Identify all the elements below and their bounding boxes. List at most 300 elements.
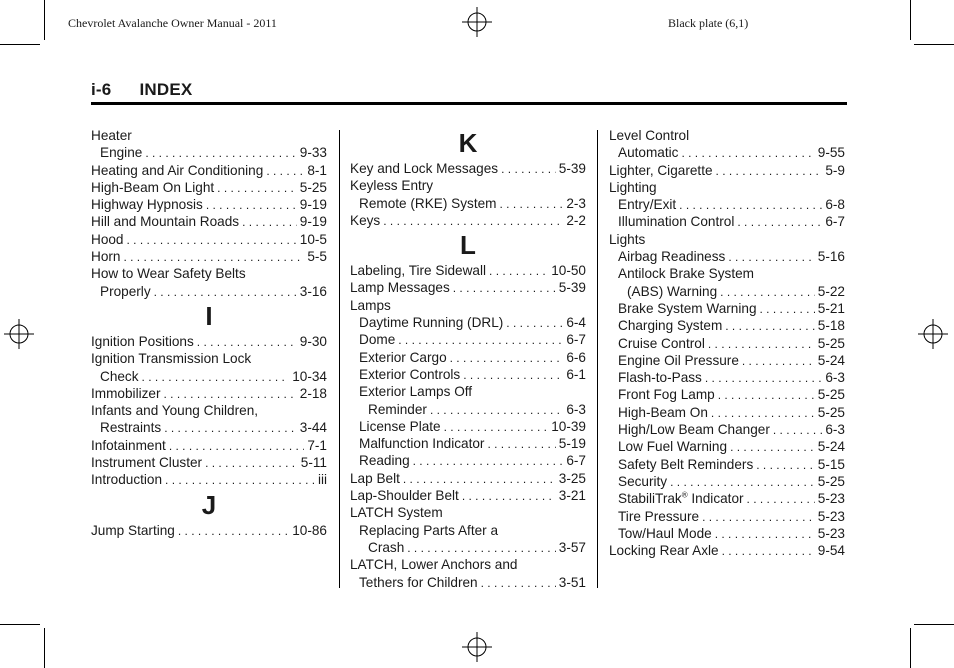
dot-leader	[773, 422, 822, 438]
index-term	[91, 522, 175, 539]
index-term-text: Keyless Entry	[350, 178, 434, 194]
dot-leader	[266, 163, 304, 179]
index-letter-heading: K	[458, 128, 478, 158]
plate-label: Black plate (6,1)	[668, 16, 749, 30]
index-term-text: Reminder	[368, 401, 427, 417]
index-column-1	[91, 127, 327, 539]
page-reference: 8-1	[307, 162, 327, 178]
index-term-text: Heating and Air Conditioning	[91, 162, 264, 178]
page-reference: 7-1	[307, 437, 327, 453]
index-term-text: Key and Lock Messages	[350, 161, 499, 176]
index-term	[91, 162, 263, 179]
index-entry	[350, 487, 586, 504]
index-term	[618, 352, 739, 369]
index-term-text: How to Wear Safety Belts	[91, 266, 246, 282]
page-reference: 9-54	[817, 543, 845, 559]
dot-leader	[718, 387, 815, 403]
dot-leader	[681, 145, 814, 161]
index-term-text: Lap Belt	[350, 470, 400, 486]
index-term	[618, 144, 678, 161]
index-term-text: Lights	[609, 231, 646, 247]
index-term-text: Keys	[350, 212, 381, 228]
index-term	[350, 504, 443, 521]
registration-mark	[462, 7, 492, 37]
dot-leader	[716, 163, 823, 179]
index-term	[359, 435, 484, 452]
index-column-3	[609, 127, 845, 559]
index-subentry	[609, 248, 845, 265]
index-term	[91, 248, 120, 265]
page-reference: 6-8	[825, 197, 845, 213]
index-term	[91, 231, 124, 248]
column-divider	[339, 130, 340, 588]
index-term-text: Flash-to-Pass	[618, 370, 702, 386]
dot-leader	[123, 249, 304, 265]
index-subentry	[609, 508, 845, 525]
dot-leader	[702, 509, 815, 525]
index-term-text: Replacing Parts After a	[359, 522, 499, 538]
section-title-row	[91, 80, 847, 100]
page-reference: 5-39	[558, 161, 586, 176]
index-term	[350, 212, 380, 229]
dot-leader	[728, 249, 814, 265]
dot-leader	[164, 386, 297, 402]
dot-leader	[725, 318, 815, 334]
dot-leader	[453, 280, 556, 296]
section-rule	[91, 102, 847, 105]
index-term-text: Exterior Lamps Off	[359, 384, 473, 400]
index-subentry	[609, 369, 845, 386]
registration-mark	[918, 319, 948, 349]
index-subentry	[350, 195, 586, 212]
dot-leader	[142, 369, 290, 385]
index-term	[91, 471, 162, 488]
index-subentry	[609, 386, 845, 403]
index-term-text: Antilock Brake System	[618, 266, 754, 282]
index-entry	[91, 350, 327, 367]
index-subentry	[609, 335, 845, 352]
index-entry	[91, 179, 327, 196]
dot-leader	[127, 232, 297, 248]
dot-leader	[398, 332, 563, 348]
index-term-text: High-Beam On Light	[91, 179, 215, 195]
index-entry	[91, 231, 327, 248]
dot-leader	[463, 367, 563, 383]
index-entry	[91, 162, 327, 179]
page-reference: 6-4	[566, 315, 586, 331]
index-subentry	[609, 196, 845, 213]
index-entry	[91, 471, 327, 488]
index-subentry	[609, 421, 845, 438]
dot-leader	[705, 370, 822, 386]
page-reference: 6-7	[566, 332, 586, 348]
crop-mark	[910, 0, 911, 40]
index-subentry	[350, 401, 586, 418]
registration-mark	[462, 632, 492, 662]
index-term	[618, 300, 757, 317]
registered-mark: ®	[681, 490, 688, 500]
page-reference: 5-22	[817, 283, 845, 299]
index-term	[359, 452, 410, 469]
index-term-text: Airbag Readiness	[618, 249, 726, 265]
index-entry	[91, 127, 327, 144]
index-term-text: Lighter, Cigarette	[609, 162, 713, 178]
dot-leader	[430, 402, 563, 418]
index-subentry	[350, 452, 586, 469]
index-term	[609, 179, 657, 196]
page-reference: 5-5	[307, 249, 327, 265]
index-term-text: StabiliTrak	[618, 491, 682, 507]
index-term	[91, 179, 214, 196]
page-reference: 3-16	[299, 283, 327, 299]
page-reference: 9-19	[299, 197, 327, 213]
index-subentry	[609, 265, 845, 282]
index-term-text: Restraints	[100, 420, 162, 436]
index-term-text: Check	[100, 368, 139, 384]
index-term	[618, 196, 676, 213]
dot-leader	[383, 213, 563, 229]
index-term-text: Malfunction Indicator	[359, 436, 485, 452]
index-term-text: Horn	[91, 249, 121, 265]
index-term-text: Immobilizer	[91, 385, 161, 401]
index-entry	[91, 454, 327, 471]
index-entry	[350, 297, 586, 314]
dot-leader	[737, 214, 822, 230]
index-term-text: Hood	[91, 231, 124, 247]
index-entry	[350, 279, 586, 296]
page-reference: 3-51	[558, 574, 586, 590]
page-reference: 5-23	[817, 491, 845, 507]
page-reference: 10-34	[292, 368, 327, 384]
index-subentry	[609, 404, 845, 421]
dot-leader	[413, 453, 564, 469]
page-reference: 6-7	[825, 214, 845, 230]
index-term-text: Properly	[100, 283, 151, 299]
dot-leader	[499, 196, 563, 212]
index-term	[618, 438, 727, 455]
index-term-text: Entry/Exit	[618, 197, 677, 213]
dot-leader	[242, 214, 297, 230]
index-term	[350, 470, 400, 487]
index-term	[618, 317, 722, 334]
index-term-text: License Plate	[359, 418, 441, 434]
index-subentry	[350, 349, 586, 366]
index-subentry	[609, 283, 845, 300]
index-term-text: Lamps	[350, 297, 391, 313]
page-reference: 5-23	[817, 525, 845, 541]
index-term-text: Charging System	[618, 318, 723, 334]
index-entry	[350, 212, 586, 229]
page-reference: 5-9	[825, 162, 845, 178]
index-entry	[350, 504, 586, 521]
index-entry	[350, 160, 586, 177]
index-term-text: Dome	[359, 332, 396, 348]
page-reference: 3-44	[299, 420, 327, 436]
page-reference: 10-5	[299, 231, 327, 247]
index-subentry	[91, 144, 327, 161]
dot-leader	[487, 436, 555, 452]
page-reference: 6-1	[566, 366, 586, 382]
crop-mark	[44, 0, 45, 40]
index-term	[359, 383, 472, 400]
index-term	[609, 231, 645, 248]
dot-leader	[756, 457, 815, 473]
crop-mark	[44, 628, 45, 668]
page-reference: 5-24	[817, 352, 845, 368]
page-reference: 10-39	[551, 418, 586, 434]
index-subentry	[609, 473, 845, 490]
page-reference: 5-39	[558, 280, 586, 296]
dot-leader	[501, 161, 556, 177]
index-term	[618, 508, 699, 525]
index-term	[350, 177, 433, 194]
page-reference: 5-25	[299, 179, 327, 195]
page-reference: 5-21	[817, 300, 845, 316]
index-term	[609, 127, 689, 144]
index-term	[359, 574, 478, 591]
index-term-text: Reading	[359, 453, 410, 469]
index-entry	[91, 402, 327, 419]
index-subentry	[350, 522, 586, 539]
index-term	[100, 283, 151, 300]
index-subentry	[91, 368, 327, 385]
index-term-text: (ABS) Warning	[627, 283, 718, 299]
page-reference: 5-24	[817, 439, 845, 455]
dot-leader	[708, 336, 815, 352]
index-term	[359, 331, 395, 348]
index-term-text: Brake System Warning	[618, 300, 757, 316]
page-reference: 5-19	[558, 436, 586, 452]
index-term-text: Infants and Young Children,	[91, 403, 259, 419]
index-term	[350, 297, 391, 314]
index-term	[350, 279, 450, 296]
index-term-text: Labeling, Tire Sidewall	[350, 263, 487, 279]
index-term	[627, 283, 717, 300]
index-subentry	[350, 574, 586, 591]
section-title: INDEX	[139, 80, 193, 99]
index-term	[350, 160, 498, 177]
page-reference: 5-25	[817, 335, 845, 351]
index-term-text: Security	[618, 473, 668, 489]
index-term	[368, 401, 427, 418]
dot-leader	[747, 491, 815, 507]
page-reference: 10-50	[551, 263, 586, 279]
index-term-text: High-Beam On	[618, 404, 708, 420]
index-term	[350, 556, 518, 573]
index-term-text: Instrument Cluster	[91, 455, 203, 471]
index-term-text: Exterior Cargo	[359, 349, 447, 365]
index-subentry	[350, 383, 586, 400]
page-reference: 3-25	[558, 470, 586, 486]
index-term	[359, 522, 498, 539]
index-entry	[350, 556, 586, 573]
index-term	[359, 195, 496, 212]
page-reference: 5-25	[817, 473, 845, 489]
index-term-text: Tow/Haul Mode	[618, 525, 712, 541]
dot-leader	[506, 315, 563, 331]
index-term	[91, 350, 251, 367]
index-term	[91, 385, 161, 402]
index-term	[618, 213, 734, 230]
index-column-2	[350, 127, 586, 591]
dot-leader	[742, 353, 815, 369]
index-subentry	[609, 144, 845, 161]
index-term-text: Lighting	[609, 179, 657, 195]
index-term	[359, 349, 447, 366]
index-term	[618, 421, 770, 438]
index-term	[100, 419, 161, 436]
manual-title: Chevrolet Avalanche Owner Manual - 2011	[68, 16, 277, 30]
index-entry	[609, 162, 845, 179]
page-reference: 2-3	[566, 195, 586, 211]
page-reference: 6-3	[825, 422, 845, 438]
index-term	[618, 386, 715, 403]
index-term-text: Lamp Messages	[350, 280, 450, 296]
page-reference: 3-57	[558, 539, 586, 555]
index-term	[609, 542, 719, 559]
index-term	[350, 487, 459, 504]
index-subentry	[609, 525, 845, 542]
index-term-text: Ignition Positions	[91, 333, 194, 349]
page-reference: 9-19	[299, 214, 327, 230]
crop-mark	[914, 44, 954, 45]
index-entry	[609, 231, 845, 248]
index-subentry	[609, 456, 845, 473]
index-term-text: Automatic	[618, 145, 679, 161]
crop-mark	[0, 624, 40, 625]
dot-leader	[145, 145, 296, 161]
index-entry	[91, 333, 327, 350]
index-entry	[350, 262, 586, 279]
index-term-text: Engine Oil Pressure	[618, 352, 739, 368]
index-subentry	[609, 438, 845, 455]
dot-leader	[403, 471, 556, 487]
dot-leader	[481, 575, 556, 591]
index-term	[618, 404, 708, 421]
page-number: i-6	[91, 80, 112, 99]
index-term	[100, 368, 139, 385]
page-reference: 2-2	[566, 212, 586, 228]
index-term	[618, 248, 725, 265]
index-entry	[91, 437, 327, 454]
index-term	[618, 369, 702, 386]
page-reference: 6-3	[825, 370, 845, 386]
dot-leader	[165, 472, 315, 488]
dot-leader	[679, 197, 822, 213]
index-term-text: Tire Pressure	[618, 508, 700, 524]
dot-leader	[169, 438, 305, 454]
dot-leader	[217, 180, 297, 196]
index-term	[100, 144, 142, 161]
index-term	[91, 196, 203, 213]
index-term-text: Cruise Control	[618, 335, 705, 351]
index-term-text: Infotainment	[91, 437, 166, 453]
index-term	[618, 525, 712, 542]
index-subentry	[609, 490, 845, 507]
dot-leader	[489, 263, 548, 279]
index-term-text: Exterior Controls	[359, 366, 461, 382]
page-reference: 9-30	[299, 333, 327, 349]
index-subentry	[609, 317, 845, 334]
index-term-text: Ignition Transmission Lock	[91, 351, 252, 367]
page-reference: iii	[317, 472, 327, 488]
page-reference: 10-86	[292, 522, 327, 538]
dot-leader	[711, 405, 815, 421]
dot-leader	[462, 488, 556, 504]
index-term-text: LATCH System	[350, 505, 443, 521]
index-entry	[609, 127, 845, 144]
index-term	[618, 265, 754, 282]
index-term-text: Illumination Control	[618, 214, 735, 230]
index-term-text: Front Fog Lamp	[618, 387, 715, 403]
index-term	[618, 473, 667, 490]
index-term-text: Tethers for Children	[359, 574, 478, 590]
index-term	[91, 437, 166, 454]
dot-leader	[154, 284, 297, 300]
page-reference: 6-3	[566, 401, 586, 417]
index-term	[91, 333, 194, 350]
index-term	[618, 490, 744, 507]
index-term	[91, 402, 258, 419]
index-entry	[91, 196, 327, 213]
dot-leader	[178, 523, 289, 539]
page-reference: 9-55	[817, 145, 845, 161]
index-term-text: Low Fuel Warning	[618, 439, 728, 455]
dot-leader	[720, 284, 815, 300]
dot-leader	[205, 455, 298, 471]
index-term-text: Locking Rear Axle	[609, 543, 719, 559]
page-reference: 3-21	[558, 488, 586, 504]
crop-mark	[0, 44, 40, 45]
index-subentry	[350, 435, 586, 452]
index-term-text: Hill and Mountain Roads	[91, 214, 240, 230]
index-entry	[609, 542, 845, 559]
index-entry	[91, 385, 327, 402]
index-entry	[350, 470, 586, 487]
page-reference: 5-25	[817, 387, 845, 403]
index-letter-heading: L	[460, 230, 476, 261]
index-term-text: Indicator	[687, 491, 744, 507]
index-term-text: Safety Belt Reminders	[618, 456, 754, 472]
dot-leader	[670, 474, 815, 490]
page-reference: 5-11	[300, 455, 327, 471]
column-divider	[597, 130, 598, 588]
dot-leader	[450, 350, 564, 366]
page-reference: 5-15	[817, 456, 845, 472]
index-term	[359, 366, 460, 383]
page-reference: 9-33	[299, 145, 327, 161]
index-entry	[91, 248, 327, 265]
dot-leader	[206, 197, 297, 213]
page-reference: 5-23	[817, 508, 845, 524]
section-header	[91, 80, 847, 105]
index-term-text: Level Control	[609, 128, 690, 143]
index-letter-heading: J	[201, 489, 217, 520]
index-subentry	[350, 418, 586, 435]
index-term	[91, 454, 202, 471]
registration-mark	[4, 319, 34, 349]
dot-leader	[722, 543, 815, 559]
index-letter-heading: I	[205, 300, 213, 331]
index-term-text: Lap-Shoulder Belt	[350, 488, 459, 504]
index-subentry	[91, 419, 327, 436]
index-entry	[609, 179, 845, 196]
page-reference: 6-7	[566, 453, 586, 469]
index-term-text: Engine	[100, 145, 143, 161]
page-reference: 2-18	[299, 385, 327, 401]
index-entry	[350, 177, 586, 194]
index-term	[368, 539, 404, 556]
